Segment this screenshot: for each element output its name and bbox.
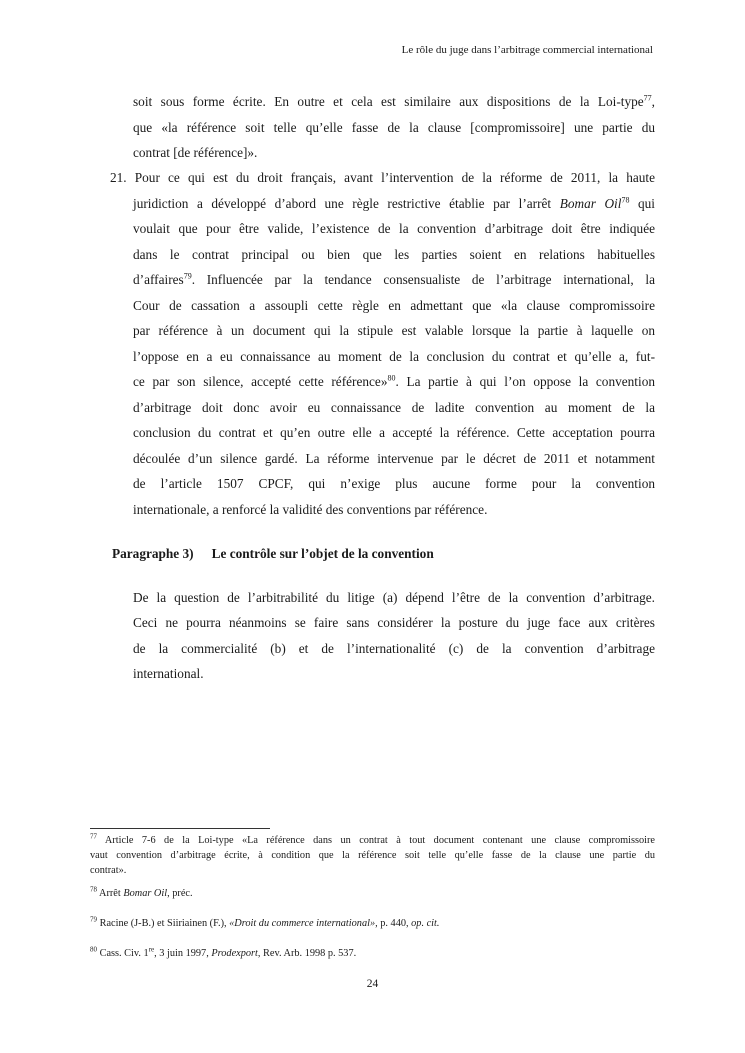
text-line: conclusion du contrat et qu’en outre elle a accepté la référence. Cette acceptation pourra xyxy=(133,425,655,440)
text-line: internationale, a renforcé la validité des conventions par référence. xyxy=(133,502,488,517)
footnote-78: $^{78}$ Arrêt Bomar Oil, préc. xyxy=(90,885,193,899)
footnote-77: $^{77}$ Article 7-6 de la Loi-type «La référence dans un contrat à tout document contenant une clause compromissoire xyxy=(90,832,655,846)
text-line: d’affaires$^{79}$. Influencée par la tendance consensualiste de l’arbitrage international, la xyxy=(133,271,655,287)
footnote-ref-80: 80 xyxy=(387,373,396,383)
text-line: soit sous forme écrite. En outre et cela est similaire aux dispositions de la Loi-type$^{77}$, xyxy=(133,93,655,109)
text-line: de l’article 1507 CPCF, qui n’exige plus aucune forme pour la convention xyxy=(133,476,655,491)
footnote-separator xyxy=(90,828,270,829)
text-line: par référence à un document qui la stipule est valable lorsque la partie à laquelle on xyxy=(133,323,655,338)
footnote-ref-79: 79 xyxy=(183,271,192,281)
footnote-80: $^{80}$ Cass. Civ. 1re, 3 juin 1997, Prodexport, Rev. Arb. 1998 p. 537. xyxy=(90,945,357,959)
heading-label: Paragraphe 3) xyxy=(112,546,194,561)
text-line: international. xyxy=(133,666,204,681)
case-name: Bomar Oil xyxy=(559,196,622,211)
page-number: 24 xyxy=(366,978,379,990)
text-line: ce par son silence, accepté cette référence»$^{80}$. La partie à qui l’on oppose la convention xyxy=(133,373,655,389)
footnote-ref-77: 77 xyxy=(643,93,652,103)
text-line: d’arbitrage doit donc avoir eu connaissance de ladite convention au moment de la xyxy=(133,400,655,415)
running-header: Le rôle du juge dans l’arbitrage commercial international xyxy=(401,44,653,56)
footnote-77-line: vaut convention d’arbitrage écrite, à condition que la référence soit telle qu’elle fasse de la clause une partie du xyxy=(90,850,655,861)
text-line: dans le contrat principal ou bien que les parties soient en relations habituelles xyxy=(133,247,655,262)
paragraph-21-start: 21. Pour ce qui est du droit français, avant l’intervention de la réforme de 2011, la haute xyxy=(110,170,655,185)
footnote-79: $^{79}$ Racine (J-B.) et Siiriainen (F.), «Droit du commerce international», p. 440, op. cit. xyxy=(90,915,440,929)
text-line: découlée d’un silence gardé. La réforme intervenue par le décret de 2011 et notamment xyxy=(133,451,655,466)
text-line: De la question de l’arbitrabilité du litige (a) dépend l’être de la convention d’arbitrage. xyxy=(133,590,655,605)
text-line: Cour de cassation a assoupli cette règle en admettant que «la clause compromissoire xyxy=(133,298,655,313)
section-heading xyxy=(112,545,434,563)
text-line: Ceci ne pourra néanmoins se faire sans considérer la posture du juge face aux critères xyxy=(133,615,655,630)
text-line: que «la référence soit telle qu’elle fasse de la clause [compromissoire] une partie du xyxy=(133,120,655,135)
footnote-ref-78: 78 xyxy=(621,195,630,205)
text-line: contrat [de référence]». xyxy=(133,145,258,160)
text-line: juridiction a développé d’abord une règle restrictive établie par l’arrêt Bomar Oil$^{78}$ qui xyxy=(133,195,656,211)
footnote-77-line: contrat». xyxy=(90,865,127,876)
text-line: l’oppose en a eu connaissance au moment de la conclusion du contrat et qu’elle a, fut- xyxy=(133,349,655,364)
text-line: voulait que pour être valide, l’existence de la convention d’arbitrage doit être indiquée xyxy=(133,221,655,236)
heading-title: Le contrôle sur l’objet de la convention xyxy=(211,546,434,561)
text-line: de la commercialité (b) et de l’internationalité (c) de la convention d’arbitrage xyxy=(133,641,655,656)
